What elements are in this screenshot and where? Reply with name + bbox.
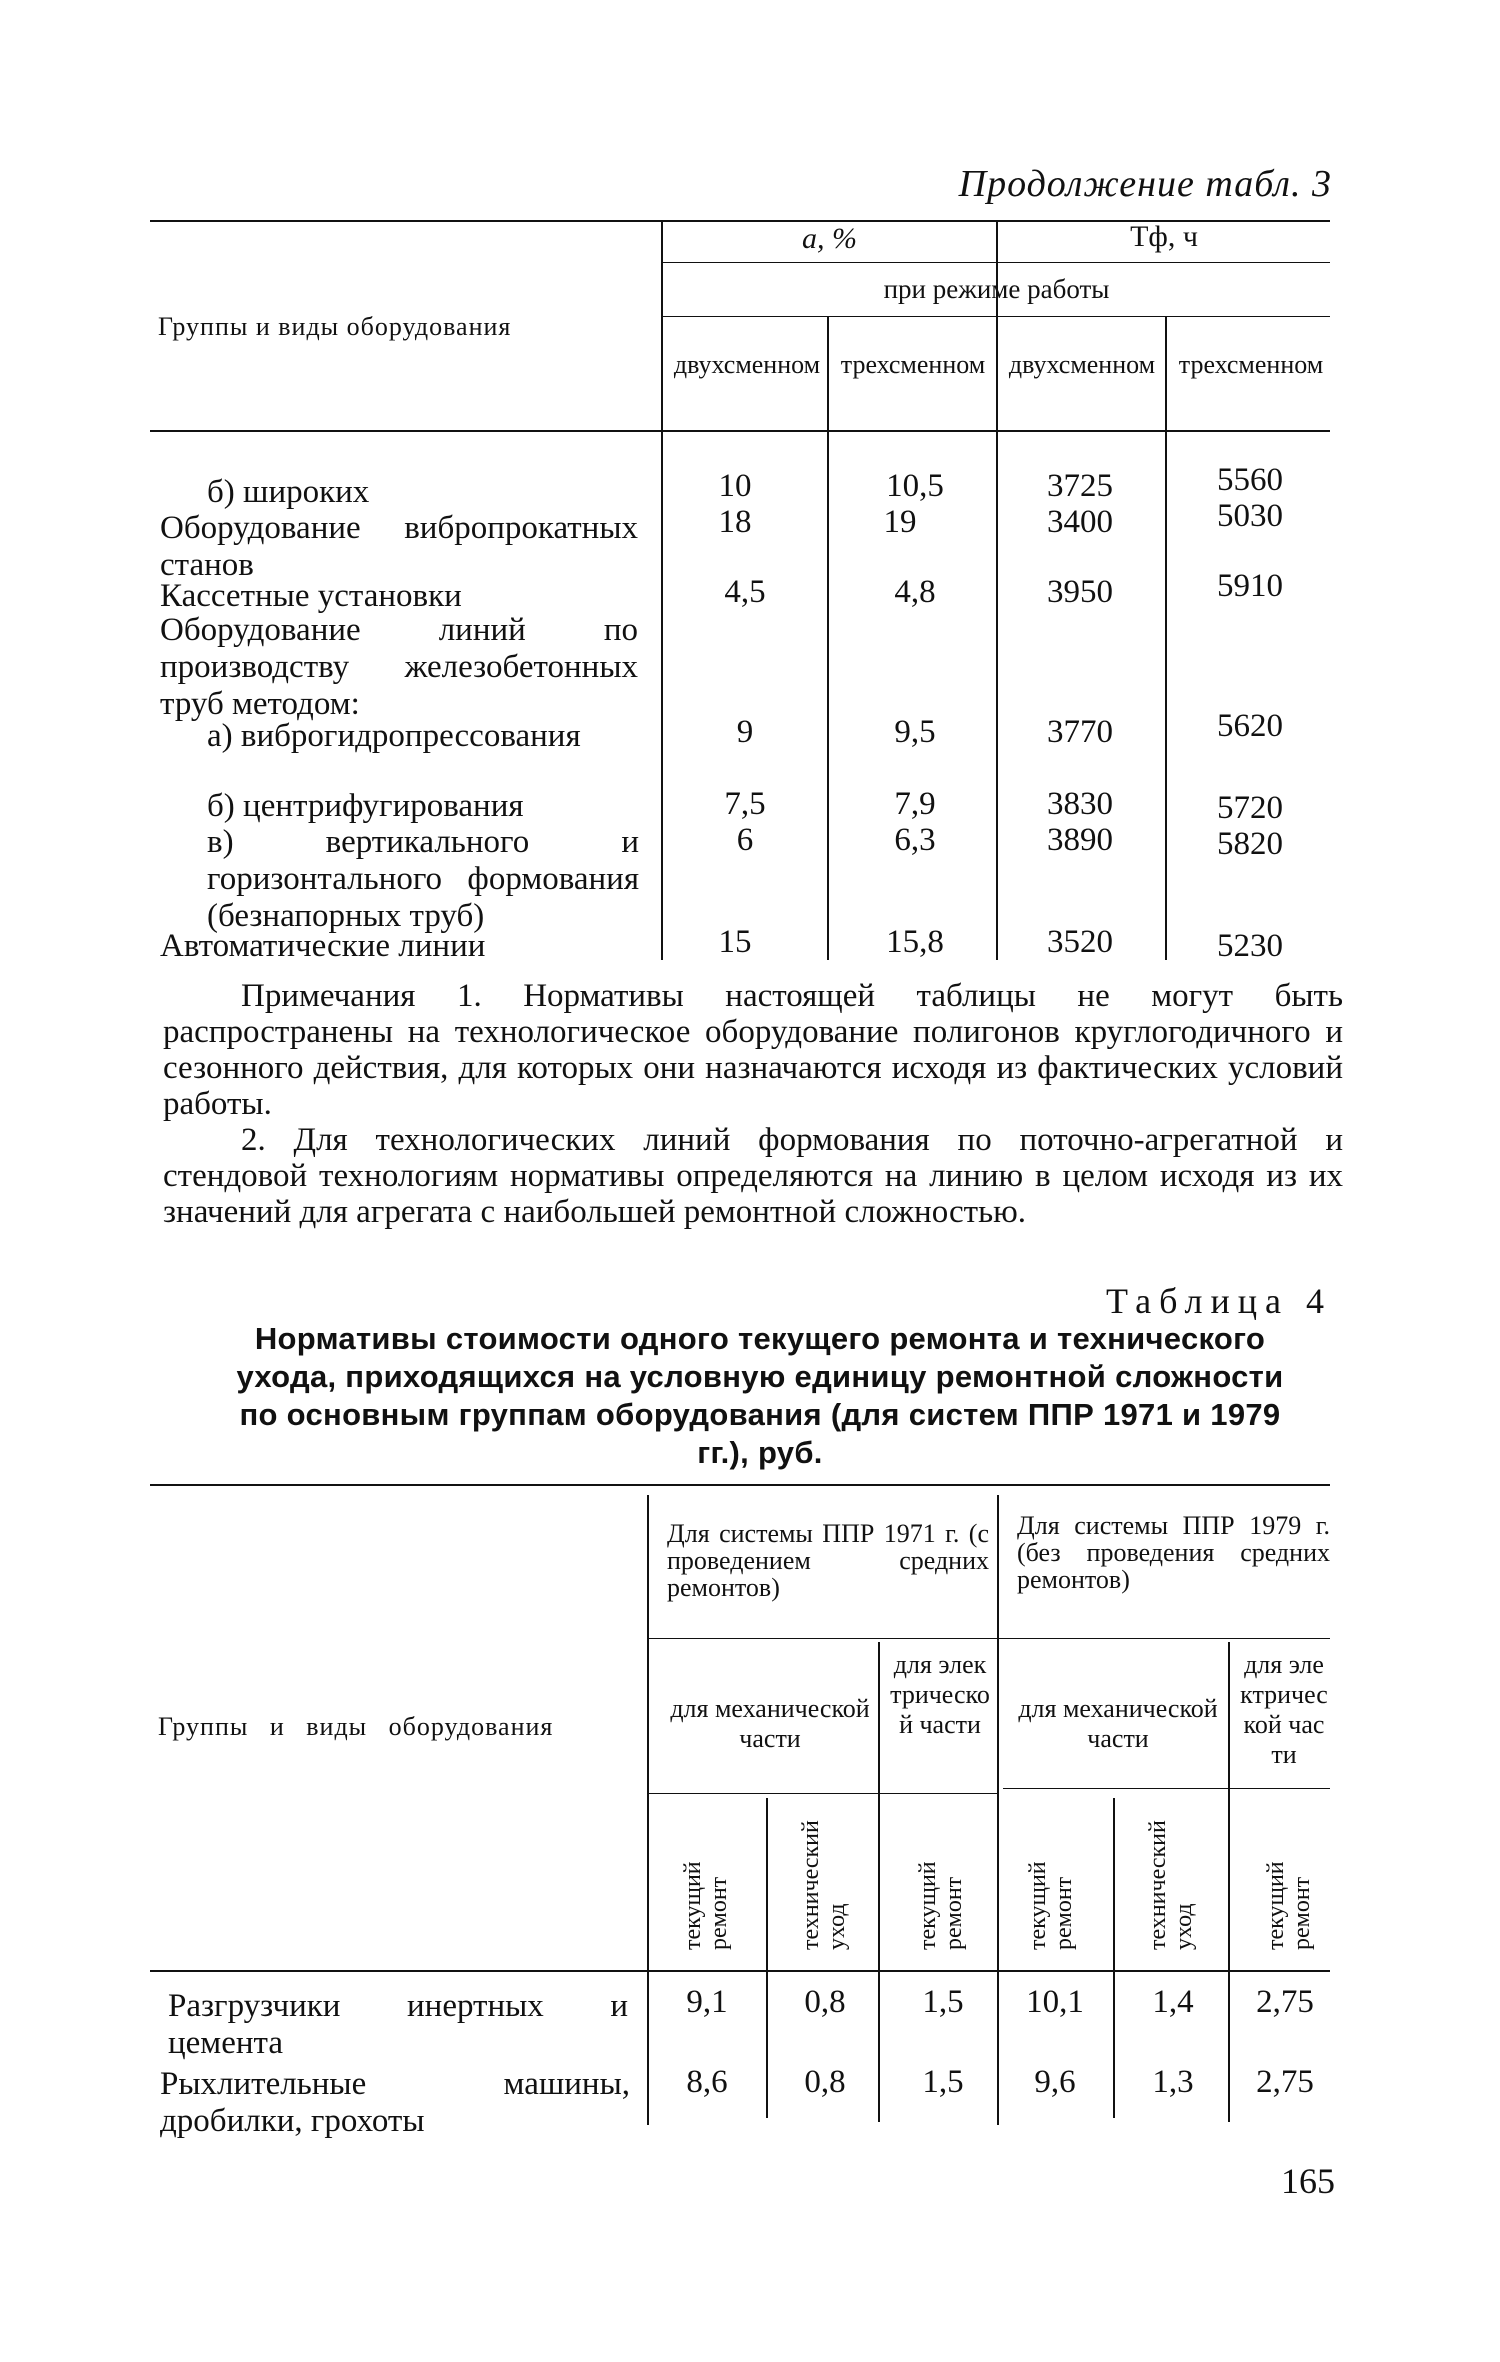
table3-sub-t3: трехсменном (1178, 350, 1324, 379)
table3-cell: 7,5 (724, 786, 766, 822)
table4-row-label: Рыхлительные машины, дробилки, грохоты (160, 2066, 630, 2139)
table4-cell: 1,5 (922, 1984, 964, 2020)
table3-row-label: Кассетные установки (160, 578, 462, 614)
table3-row-label: Автоматические линии (160, 928, 486, 964)
table3-cell: 5560 (1217, 462, 1283, 498)
continuation-label: Продолжение табл. 3 (958, 163, 1332, 205)
table3-group-header: Группы и виды оборудования (158, 312, 512, 341)
table3-cell: 3725 (1047, 468, 1113, 504)
table3-cell: 5620 (1217, 708, 1283, 744)
table3-mode-header: при режиме работы (883, 274, 1110, 304)
table3-sub-a3: трехсменном (840, 350, 986, 379)
table3-row-label: Оборудование линий по производству железобетонных труб методом: (160, 612, 638, 722)
table4-cell: 9,1 (686, 1984, 728, 2020)
table4-title: Нормативы стоимости одного текущего ремонта и технического ухода, приходящихся на условную единицу ремонтной сложности по основным группам оборудования (для систем ППР 1971 и 1979 гг.), руб. (236, 1321, 1284, 1470)
table3-cell: 4,8 (894, 574, 936, 610)
table3-cell: 9 (736, 714, 754, 750)
table3-cell: 4,5 (724, 574, 766, 610)
table4-sys1971: Для системы ППР 1971 г. (с проведением средних ремонтов) (667, 1519, 989, 1602)
note-1: Примечания 1. Нормативы настоящей таблицы не могут быть распространены на технологическое оборудование полигонов круглогодичного и сезонного действия, для которых они назначаются исходя из фактических условий работы. (163, 978, 1343, 1122)
note-2: 2. Для технологических линий формования по поточно-агрегатной и стендовой технологиям нормативы определяются на линию в целом исходя из их значений для агрегата с наибольшей ремонтной сложностью. (163, 1122, 1343, 1230)
table4-cell: 1,3 (1152, 2064, 1194, 2100)
table3-cell: 6 (736, 822, 754, 858)
table3-sub-t2: двухсменном (1008, 350, 1156, 379)
table3-cell: 19 (883, 504, 917, 540)
table4-mech-1979: для механической части (1018, 1694, 1218, 1753)
table3-cell: 3890 (1047, 822, 1113, 858)
table3-row-label: в) вертикального и горизонтального формования (безнапорных труб) (207, 824, 639, 934)
table4-col-service: технический уход (1145, 1820, 1197, 1950)
table3-cell: 5720 (1217, 790, 1283, 826)
table4-cell: 2,75 (1256, 1984, 1314, 2020)
table3-cell: 5030 (1217, 498, 1283, 534)
table4-cell: 8,6 (686, 2064, 728, 2100)
table4-cell: 1,5 (922, 2064, 964, 2100)
table3-cell: 10,5 (886, 468, 944, 504)
table4-sys1979: Для системы ППР 1979 г. (без проведения средних ремонтов) (1017, 1511, 1330, 1594)
table4-col-repair: текущий ремонт (1025, 1861, 1077, 1950)
table3-cell: 7,9 (894, 786, 936, 822)
table3-row-label: б) широких (207, 474, 370, 510)
table4-col-repair: текущий ремонт (915, 1861, 967, 1950)
table3-cell: 3830 (1047, 786, 1113, 822)
table3-cell: 3770 (1047, 714, 1113, 750)
table3-cell: 10 (718, 468, 752, 504)
table3-cell: 3520 (1047, 924, 1113, 960)
table3-row-label: а) виброгидропрессования (207, 718, 581, 754)
table4-elec-1979: для электрической части (1240, 1650, 1328, 1769)
table3-cell: 18 (718, 504, 752, 540)
table3-cell: 9,5 (894, 714, 936, 750)
table4-col-repair: текущий ремонт (1263, 1861, 1315, 1950)
table4-cell: 0,8 (804, 1984, 846, 2020)
page-number: 165 (1281, 2161, 1335, 2201)
table3-cell: 6,3 (894, 822, 936, 858)
table4-row-label: Разгрузчики инертных и цемента (168, 1988, 628, 2061)
table3-cell: 15,8 (886, 924, 944, 960)
table4-cell: 0,8 (804, 2064, 846, 2100)
table3-cell: 15 (718, 924, 752, 960)
table3-cell: 3950 (1047, 574, 1113, 610)
table4-cell: 2,75 (1256, 2064, 1314, 2100)
table4-elec-1971: для электрической части (890, 1650, 990, 1739)
table4-cell: 10,1 (1026, 1984, 1084, 2020)
table3-cell: 5230 (1217, 928, 1283, 964)
table3-sub-a2: двухсменном (673, 350, 821, 379)
table4-cell: 9,6 (1034, 2064, 1076, 2100)
table3-row-label: б) центрифугирования (207, 788, 524, 824)
table4-col-repair: текущий ремонт (680, 1861, 732, 1950)
table4-col-service: технический уход (798, 1820, 850, 1950)
table3-cell: 3400 (1047, 504, 1113, 540)
table3-t-header: Тф, ч (1130, 220, 1198, 253)
table3-cell: 5910 (1217, 568, 1283, 604)
table4-cell: 1,4 (1152, 1984, 1194, 2020)
table3-row-label: Оборудование вибропрокатных станов (160, 510, 638, 583)
table3-a-header: a, % (802, 222, 857, 255)
table4-group-header: Группы и виды оборудования (158, 1712, 554, 1741)
table4-mech-1971: для механической части (670, 1694, 870, 1753)
table3-cell: 5820 (1217, 826, 1283, 862)
table4-label: Таблица 4 (1106, 1281, 1332, 1321)
